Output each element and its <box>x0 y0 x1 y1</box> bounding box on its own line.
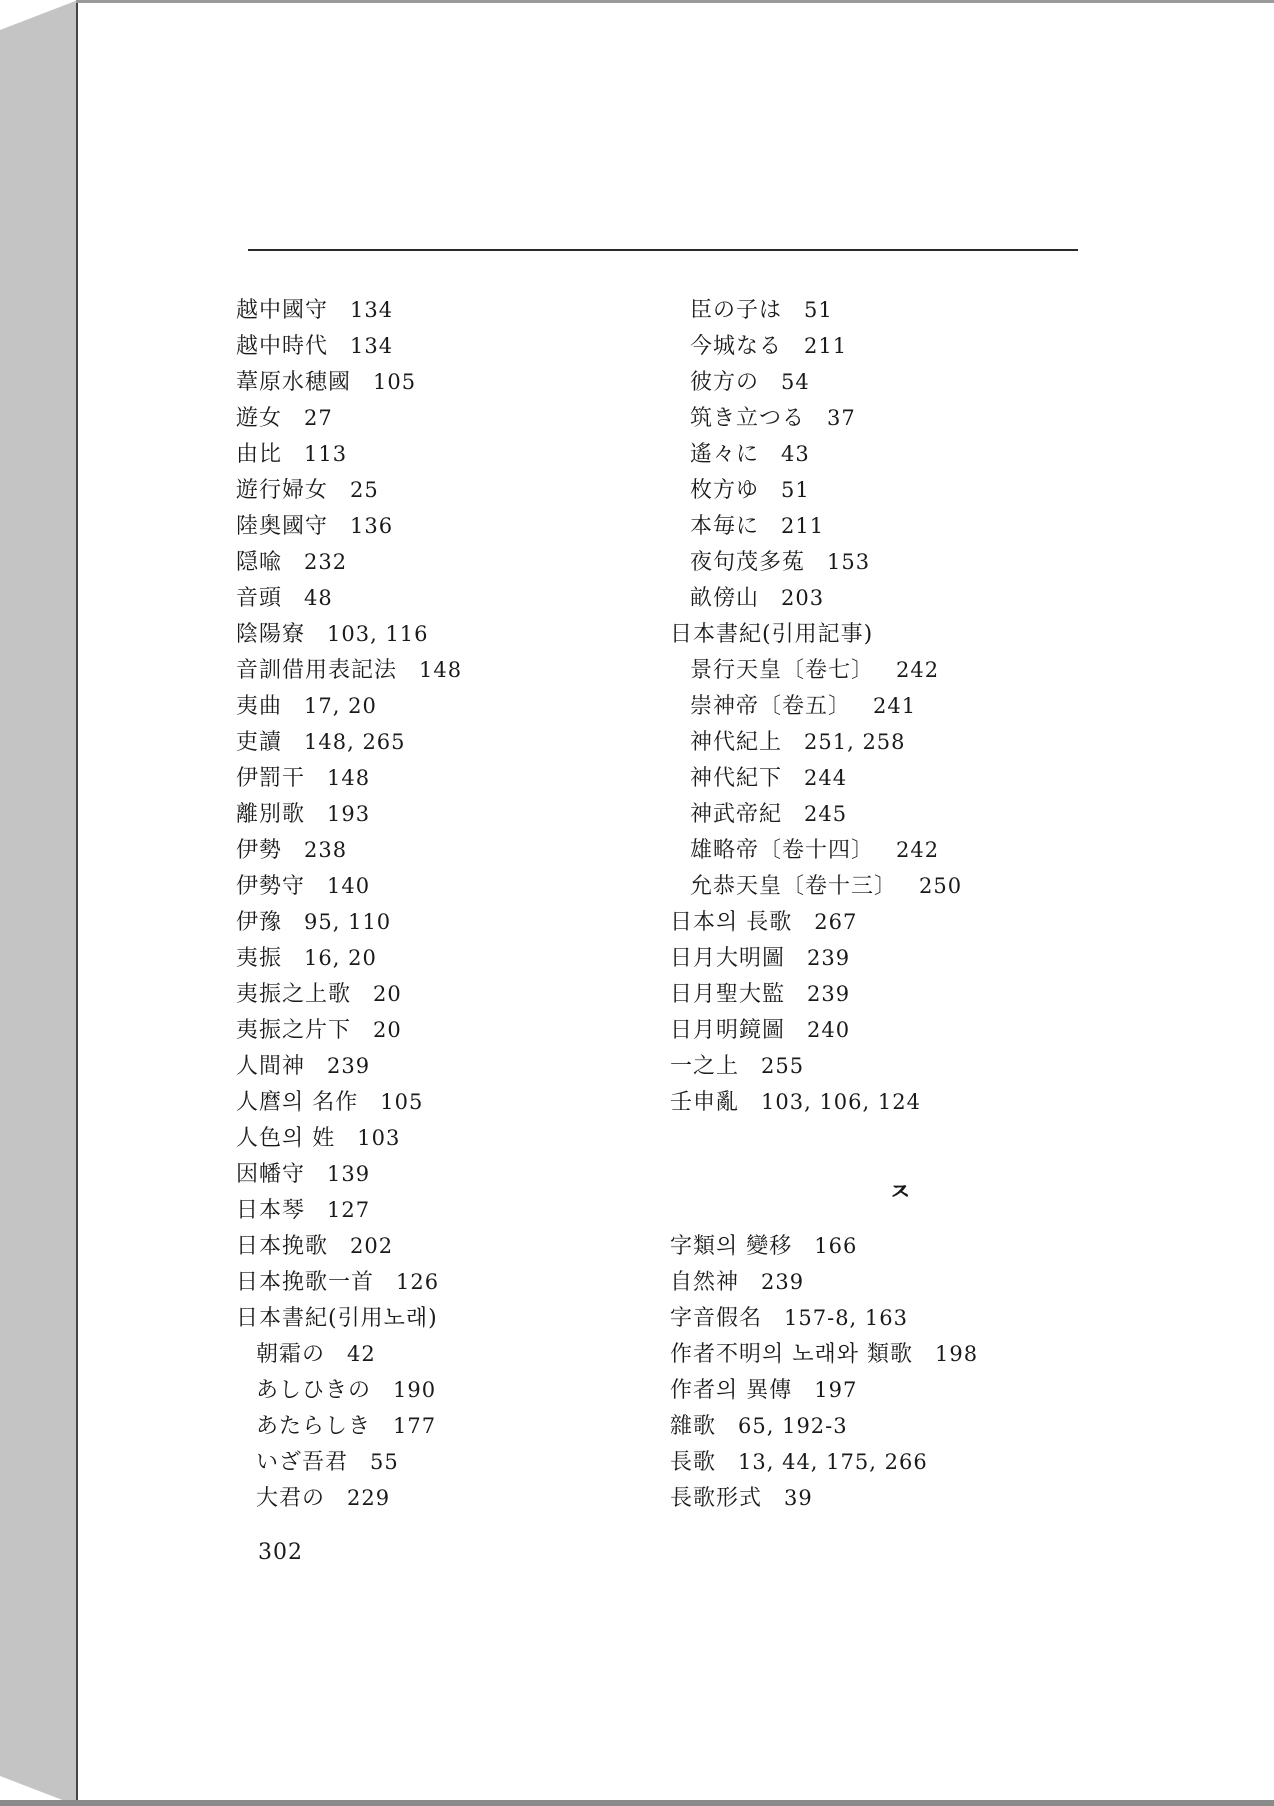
index-entry <box>236 472 666 508</box>
index-term: 允恭天皇〔卷十三〕 <box>690 874 898 899</box>
index-entry <box>236 1084 666 1120</box>
index-term: 字音假名 <box>670 1306 763 1331</box>
index-page-refs: 242 <box>896 838 940 862</box>
index-page-refs: 166 <box>814 1234 858 1258</box>
index-term: 音頭 <box>236 586 283 611</box>
index-page-refs: 255 <box>761 1054 805 1078</box>
index-entry <box>670 1336 1130 1372</box>
index-term: 長歌 <box>670 1450 717 1475</box>
index-entry <box>236 760 666 796</box>
index-term: 夜句茂多菟 <box>690 550 806 575</box>
index-page-refs: 103, 116 <box>327 622 429 646</box>
index-entry <box>670 1444 1130 1480</box>
index-term: あしひきの <box>256 1378 372 1403</box>
index-page-refs: 39 <box>784 1486 813 1510</box>
index-term: 夷振之片下 <box>236 1018 352 1043</box>
index-entry <box>236 1372 666 1408</box>
index-page-refs: 241 <box>873 694 917 718</box>
index-term: 神武帝紀 <box>690 802 783 827</box>
index-entry <box>670 1048 1130 1084</box>
index-page-refs: 127 <box>327 1198 371 1222</box>
index-term: 伊勢 <box>236 838 283 863</box>
index-entry <box>236 904 666 940</box>
index-entry <box>670 760 1130 796</box>
index-entry <box>236 544 666 580</box>
index-term: 人間神 <box>236 1054 306 1079</box>
index-entry <box>236 832 666 868</box>
index-column-right <box>670 292 1130 1516</box>
index-page-refs: 43 <box>781 442 810 466</box>
index-entry <box>670 868 1130 904</box>
index-page-refs: 113 <box>304 442 348 466</box>
index-page-refs: 232 <box>304 550 348 574</box>
index-term: 葦原水穂國 <box>236 370 352 395</box>
index-term: 作者不明의 노래와 類歌 <box>670 1342 913 1367</box>
index-entry <box>670 652 1130 688</box>
index-term: 日本書紀(引用記事) <box>670 622 874 647</box>
index-page-refs: 55 <box>370 1450 399 1474</box>
index-entry <box>670 1408 1130 1444</box>
index-entry <box>670 472 1130 508</box>
index-page-refs: 198 <box>935 1342 979 1366</box>
page-bottom-edge <box>0 1800 1274 1806</box>
index-term: 日本書紀(引用노래) <box>236 1306 438 1331</box>
index-entry <box>236 580 666 616</box>
index-page-refs: 202 <box>350 1234 394 1258</box>
index-page-refs: 245 <box>804 802 848 826</box>
index-term: 雜歌 <box>670 1414 717 1439</box>
index-term: 日月大明圖 <box>670 946 786 971</box>
index-page-refs: 51 <box>781 478 810 502</box>
index-term: 伊勢守 <box>236 874 306 899</box>
index-entry <box>236 976 666 1012</box>
index-term: 隠喩 <box>236 550 283 575</box>
index-entry <box>670 436 1130 472</box>
index-term: 本毎に <box>690 514 760 539</box>
index-term: 遊行婦女 <box>236 478 329 503</box>
index-page-refs: 190 <box>393 1378 437 1402</box>
index-term: 字類의 變移 <box>670 1234 793 1259</box>
index-term: 大君の <box>256 1486 326 1511</box>
index-entry <box>236 1156 666 1192</box>
index-term: 神代紀上 <box>690 730 783 755</box>
index-entry <box>236 328 666 364</box>
index-page-refs: 65, 192-3 <box>738 1414 848 1438</box>
index-page-refs: 211 <box>804 334 848 358</box>
index-entry <box>670 328 1130 364</box>
index-entry <box>670 508 1130 544</box>
index-entry <box>670 1480 1130 1516</box>
index-entry <box>670 688 1130 724</box>
index-entry <box>236 364 666 400</box>
index-page-refs: 238 <box>304 838 348 862</box>
index-term: 夷振 <box>236 946 283 971</box>
index-page-refs: 148, 265 <box>304 730 406 754</box>
index-term: 日本挽歌 <box>236 1234 329 1259</box>
index-page-refs: 148 <box>327 766 371 790</box>
index-page-refs: 16, 20 <box>304 946 377 970</box>
index-page-refs: 242 <box>896 658 940 682</box>
index-page-refs: 13, 44, 175, 266 <box>738 1450 928 1474</box>
index-term: 日本挽歌一首 <box>236 1270 375 1295</box>
index-entry <box>670 580 1130 616</box>
section-spacer <box>670 1120 1130 1156</box>
index-page-refs: 250 <box>919 874 963 898</box>
index-entry <box>670 976 1130 1012</box>
index-page-refs: 267 <box>814 910 858 934</box>
index-page-refs: 126 <box>396 1270 440 1294</box>
index-term: 伊豫 <box>236 910 283 935</box>
index-page-refs: 239 <box>327 1054 371 1078</box>
index-entry <box>236 868 666 904</box>
index-entry <box>670 400 1130 436</box>
index-entry <box>670 1228 1130 1264</box>
index-entry <box>670 904 1130 940</box>
index-entry <box>670 616 1130 652</box>
index-entry <box>670 1012 1130 1048</box>
index-entry <box>236 1228 666 1264</box>
index-entry <box>670 544 1130 580</box>
index-term: 人色의 姓 <box>236 1126 336 1151</box>
index-page-refs: 51 <box>804 298 833 322</box>
index-page-refs: 134 <box>350 334 394 358</box>
index-term: 筑き立つる <box>690 406 806 431</box>
index-page-refs: 54 <box>781 370 810 394</box>
index-term: 枚方ゆ <box>690 478 760 503</box>
index-term: 遊女 <box>236 406 283 431</box>
index-entry <box>670 1084 1130 1120</box>
index-entry <box>670 940 1130 976</box>
index-page-refs: 136 <box>350 514 394 538</box>
index-page-refs: 95, 110 <box>304 910 392 934</box>
index-page-refs: 37 <box>827 406 856 430</box>
index-term: 夷振之上歌 <box>236 982 352 1007</box>
index-page-refs: 197 <box>814 1378 858 1402</box>
header-rule <box>248 249 1078 251</box>
index-term: 崇神帝〔卷五〕 <box>690 694 852 719</box>
index-page-refs: 25 <box>350 478 379 502</box>
index-entry <box>236 1336 666 1372</box>
index-page-refs: 27 <box>304 406 333 430</box>
index-entry <box>670 364 1130 400</box>
page-number: 302 <box>258 1540 303 1565</box>
index-term: 音訓借用表記法 <box>236 658 398 683</box>
index-term: 陸奥國守 <box>236 514 329 539</box>
index-group-right-a <box>670 292 1130 1120</box>
index-term: 夷曲 <box>236 694 283 719</box>
index-term: 日本琴 <box>236 1198 306 1223</box>
index-entry <box>236 1444 666 1480</box>
index-entry <box>670 1372 1130 1408</box>
index-page-refs: 211 <box>781 514 825 538</box>
index-entry <box>236 508 666 544</box>
index-term: 遙々に <box>690 442 760 467</box>
index-entry <box>670 724 1130 760</box>
index-term: 日本의 長歌 <box>670 910 793 935</box>
page-top-edge <box>76 0 1274 3</box>
index-page-refs: 239 <box>807 946 851 970</box>
index-entry <box>236 1300 666 1336</box>
index-term: 因幡守 <box>236 1162 306 1187</box>
index-page-refs: 103 <box>357 1126 401 1150</box>
index-term: 越中時代 <box>236 334 329 359</box>
index-entry <box>236 616 666 652</box>
index-page-refs: 229 <box>347 1486 391 1510</box>
index-entry <box>236 940 666 976</box>
index-entry <box>670 292 1130 328</box>
index-entry <box>670 1264 1130 1300</box>
index-term: いざ吾君 <box>256 1450 349 1475</box>
index-page-refs: 240 <box>807 1018 851 1042</box>
index-term: 吏讀 <box>236 730 283 755</box>
index-entry <box>236 1012 666 1048</box>
index-page-refs: 203 <box>781 586 825 610</box>
index-term: あたらしき <box>256 1414 372 1439</box>
index-term: 人麿의 名作 <box>236 1090 359 1115</box>
index-term: 臣の子は <box>690 298 783 323</box>
index-term: 畝傍山 <box>690 586 760 611</box>
index-group-right-b <box>670 1228 1130 1516</box>
index-page-refs: 17, 20 <box>304 694 377 718</box>
index-entry <box>236 1264 666 1300</box>
index-page-refs: 20 <box>373 982 402 1006</box>
index-entry <box>236 652 666 688</box>
index-term: 景行天皇〔卷七〕 <box>690 658 875 683</box>
index-entry <box>236 1480 666 1516</box>
index-page-refs: 105 <box>373 370 417 394</box>
index-term: 今城なる <box>690 334 783 359</box>
index-entry <box>236 688 666 724</box>
index-page-refs: 239 <box>761 1270 805 1294</box>
index-term: 雄略帝〔卷十四〕 <box>690 838 875 863</box>
index-term: 作者의 異傳 <box>670 1378 793 1403</box>
index-term: 越中國守 <box>236 298 329 323</box>
index-page-refs: 177 <box>393 1414 437 1438</box>
index-entry <box>236 724 666 760</box>
index-entry <box>236 1048 666 1084</box>
index-term: 陰陽寮 <box>236 622 306 647</box>
index-term: 日月明鏡圖 <box>670 1018 786 1043</box>
index-page-refs: 134 <box>350 298 394 322</box>
index-term: 彼方の <box>690 370 760 395</box>
index-page-refs: 42 <box>347 1342 376 1366</box>
index-entry <box>236 796 666 832</box>
index-term: 神代紀下 <box>690 766 783 791</box>
index-entry <box>236 292 666 328</box>
index-term: 朝霜の <box>256 1342 326 1367</box>
index-column-left <box>236 292 666 1516</box>
index-page-refs: 140 <box>327 874 371 898</box>
index-term: 壬申亂 <box>670 1090 740 1115</box>
index-page-refs: 239 <box>807 982 851 1006</box>
index-term: 日月聖大監 <box>670 982 786 1007</box>
index-page-refs: 157-8, 163 <box>784 1306 908 1330</box>
index-entry <box>236 436 666 472</box>
index-entry <box>670 796 1130 832</box>
index-term: 伊罰干 <box>236 766 306 791</box>
index-term: 自然神 <box>670 1270 740 1295</box>
index-entry <box>236 1192 666 1228</box>
index-page-refs: 48 <box>304 586 333 610</box>
index-page-refs: 20 <box>373 1018 402 1042</box>
index-entry <box>236 1120 666 1156</box>
index-page-refs: 193 <box>327 802 371 826</box>
index-entry <box>670 1300 1130 1336</box>
index-page-refs: 103, 106, 124 <box>761 1090 921 1114</box>
book-spine <box>0 0 78 1806</box>
index-entry <box>236 1408 666 1444</box>
section-letter-heading: ㅈ <box>888 1177 912 1206</box>
index-entry <box>670 832 1130 868</box>
index-term: 長歌形式 <box>670 1486 763 1511</box>
index-page-refs: 244 <box>804 766 848 790</box>
index-page-refs: 148 <box>419 658 463 682</box>
index-page-refs: 251, 258 <box>804 730 906 754</box>
index-term: 由比 <box>236 442 283 467</box>
index-page-refs: 139 <box>327 1162 371 1186</box>
index-page-refs: 105 <box>380 1090 424 1114</box>
index-page-refs: 153 <box>827 550 871 574</box>
index-term: 離別歌 <box>236 802 306 827</box>
index-term: 一之上 <box>670 1054 740 1079</box>
index-entry <box>236 400 666 436</box>
